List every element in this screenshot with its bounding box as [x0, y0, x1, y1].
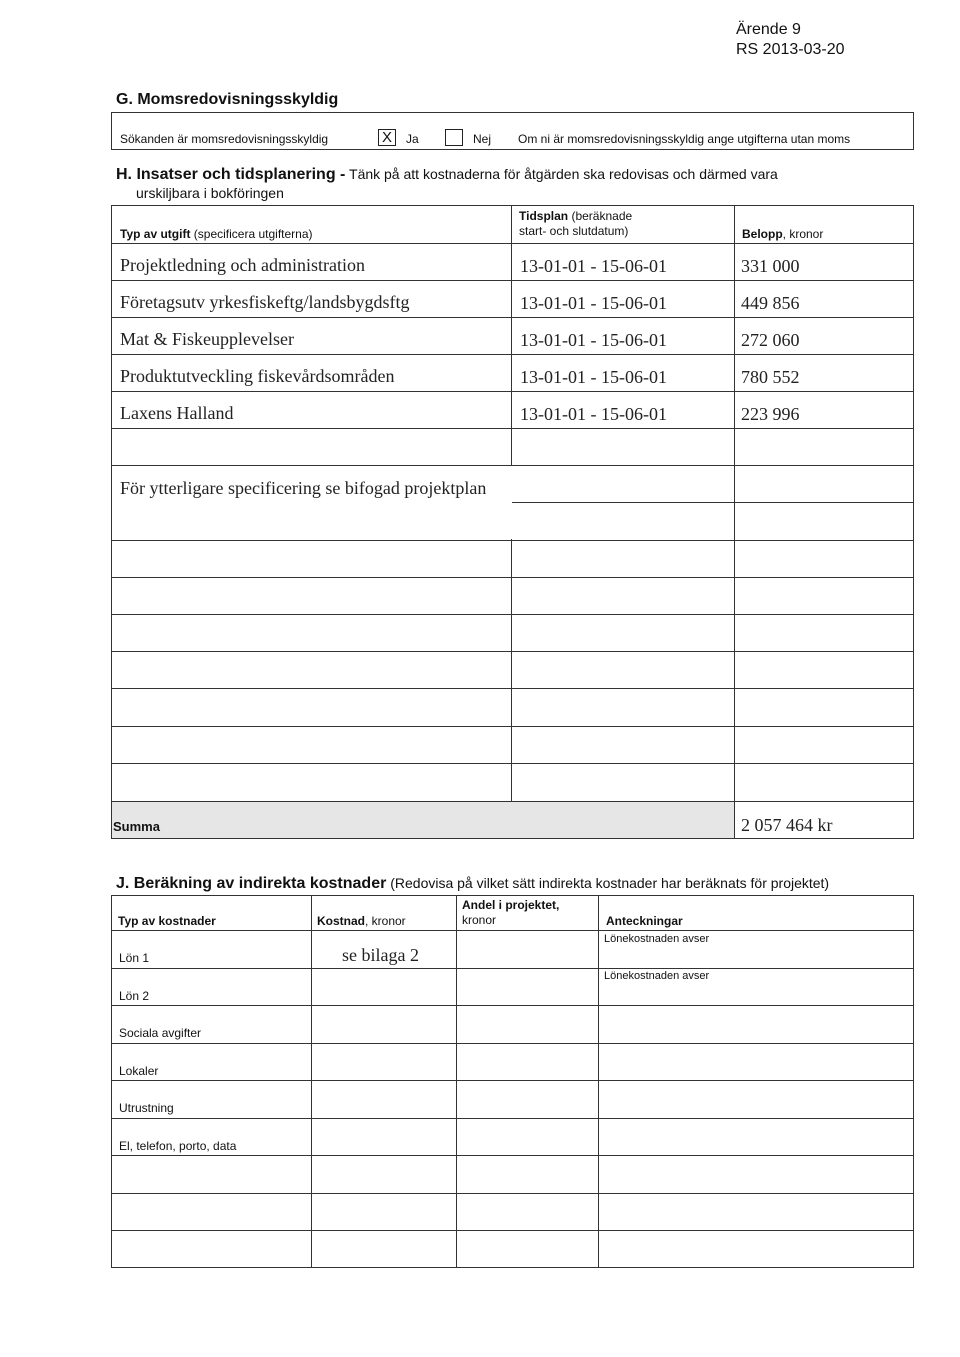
section-h-title-bold: H. Insatser och tidsplanering -	[116, 166, 346, 183]
j-row-line	[111, 1043, 914, 1044]
expenses-col2-rest: (beräknade	[568, 209, 633, 223]
expense-period: 13-01-01 - 15-06-01	[520, 256, 667, 276]
j-row-line	[111, 930, 914, 931]
cost-type: Lokaler	[119, 1064, 159, 1078]
expenses-col3-rest: , kronor	[782, 227, 824, 241]
cost-value: se bilaga 2	[342, 945, 419, 965]
spec-note-cover	[112, 466, 512, 539]
j-row-line	[111, 1155, 914, 1156]
sum-label: Summa	[113, 819, 160, 834]
h-row-line	[111, 317, 914, 318]
expenses-col3-bold: Belopp	[742, 227, 783, 241]
expense-amount: 331 000	[741, 256, 800, 276]
expense-period: 13-01-01 - 15-06-01	[520, 330, 667, 350]
expense-type: Projektledning och administration	[120, 255, 365, 275]
indirect-costs-table	[111, 895, 914, 1268]
cost-note: Lönekostnaden avser	[604, 933, 710, 945]
h-row-line	[111, 391, 914, 392]
j-row-line	[111, 1005, 914, 1006]
expense-amount: 272 060	[741, 330, 800, 350]
expense-type: Företagsutv yrkesfiskeftg/landsbygdsftg	[120, 292, 410, 312]
nej-box	[445, 129, 463, 146]
h-row-line	[511, 502, 914, 503]
j-col4-header: Anteckningar	[606, 914, 683, 928]
sum-background	[112, 802, 734, 838]
h-row-line	[111, 243, 914, 244]
case-number: Ärende 9	[736, 21, 801, 38]
j-col-divider-2	[456, 895, 457, 1268]
h-row-line	[111, 428, 914, 429]
h-row-line	[111, 614, 914, 615]
j-col3-line2: kronor	[462, 913, 497, 927]
cost-note: Lönekostnaden avser	[604, 970, 710, 982]
expenses-col2-bold: Tidsplan	[519, 209, 569, 223]
section-h-title	[116, 166, 778, 184]
h-row-line	[111, 651, 914, 652]
j-row-line	[111, 1193, 914, 1194]
j-col1-header: Typ av kostnader	[118, 914, 216, 928]
cost-type: Lön 1	[119, 951, 150, 965]
expenses-col3-header	[742, 227, 823, 241]
section-j-title-rest: (Redovisa på vilket sätt indirekta kostnader har beräknats för projektet)	[386, 875, 830, 891]
expense-amount: 780 552	[741, 367, 800, 387]
ja-checkmark: X	[378, 129, 396, 146]
expenses-col2-header	[519, 209, 632, 239]
cost-type: Sociala avgifter	[119, 1026, 202, 1040]
vat-question: Sökanden är momsredovisningsskyldig	[120, 132, 329, 146]
h-row-line	[111, 280, 914, 281]
expenses-col1-header	[120, 227, 313, 241]
j-col-divider-3	[598, 895, 599, 1268]
cost-type: El, telefon, porto, data	[119, 1139, 237, 1153]
expense-period: 13-01-01 - 15-06-01	[520, 367, 667, 387]
section-j-title	[116, 875, 829, 893]
ja-checkbox[interactable]	[378, 129, 396, 147]
vat-note: Om ni är momsredovisningsskyldig ange utgifterna utan moms	[518, 132, 851, 146]
h-row-line	[111, 577, 914, 578]
expense-amount: 449 856	[741, 293, 800, 313]
case-date: RS 2013-03-20	[736, 41, 845, 58]
spec-note: För ytterligare specificering se bifogad projektplan	[120, 478, 487, 498]
sum-value: 2 057 464 kr	[741, 815, 833, 835]
j-col-divider-1	[311, 895, 312, 1268]
j-row-line	[111, 1230, 914, 1231]
section-j-title-bold: J. Beräkning av indirekta kostnader	[116, 875, 387, 892]
j-row-line	[111, 1118, 914, 1119]
expenses-col-divider-2	[734, 205, 735, 839]
expense-type: Produktutveckling fiskevårdsområden	[120, 366, 395, 386]
h-row-line	[111, 726, 914, 727]
expense-type: Laxens Halland	[120, 403, 234, 423]
h-row-line	[111, 763, 914, 764]
section-h-title-rest: Tänk på att kostnaderna för åtgärden ska redovisas och därmed vara	[345, 166, 778, 182]
cost-type: Lön 2	[119, 989, 150, 1003]
j-col3-bold: Andel i projektet,	[462, 898, 560, 912]
expenses-col1-bold: Typ av utgift	[120, 227, 191, 241]
section-h-title-line2: urskiljbara i bokföringen	[136, 185, 284, 201]
h-row-line	[111, 354, 914, 355]
nej-label: Nej	[473, 132, 492, 146]
expenses-col2-line2: start- och slutdatum)	[519, 224, 629, 238]
j-col2-rest: , kronor	[365, 914, 406, 928]
ja-label: Ja	[406, 132, 419, 146]
cost-type: Utrustning	[119, 1101, 174, 1115]
expense-type: Mat & Fiskeupplevelser	[120, 329, 294, 349]
section-g-title: G. Momsredovisningsskyldig	[116, 91, 339, 108]
expense-period: 13-01-01 - 15-06-01	[520, 404, 667, 424]
j-col2-bold: Kostnad	[317, 914, 365, 928]
expenses-col1-rest: (specificera utgifterna)	[190, 227, 313, 241]
expense-amount: 223 996	[741, 404, 800, 424]
h-row-line	[111, 540, 914, 541]
nej-checkbox[interactable]	[445, 129, 463, 147]
j-row-line	[111, 1080, 914, 1081]
j-row-line	[111, 968, 914, 969]
j-col2-header	[317, 914, 406, 928]
expense-period: 13-01-01 - 15-06-01	[520, 293, 667, 313]
h-row-line	[111, 688, 914, 689]
case-header	[736, 20, 845, 60]
j-col3-header	[462, 898, 559, 928]
